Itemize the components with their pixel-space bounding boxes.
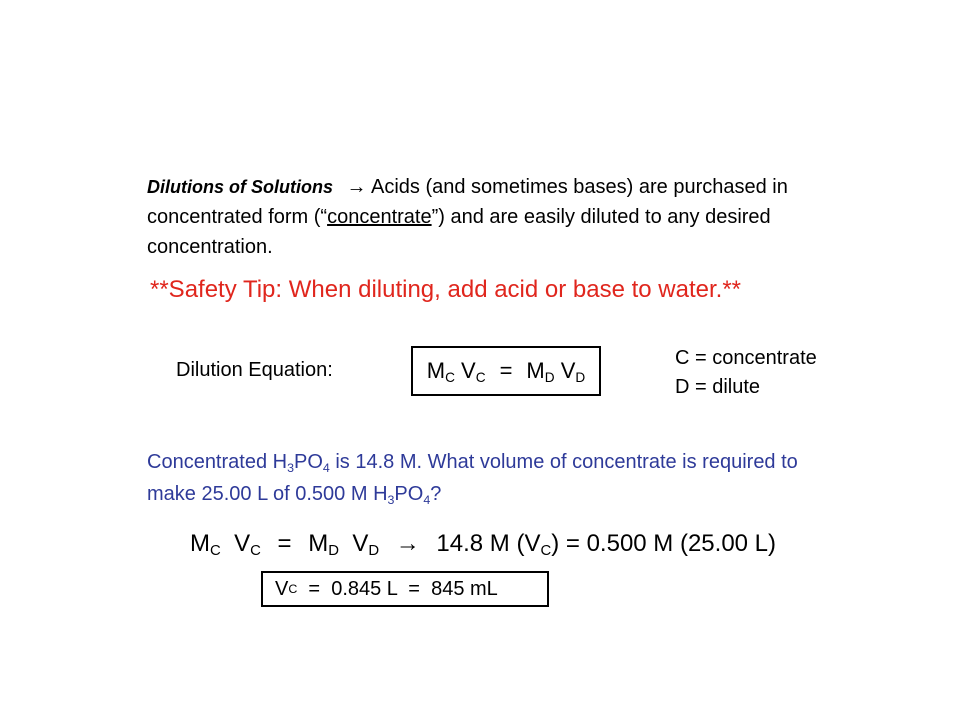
work-equals: = — [277, 530, 292, 557]
work-term-vd: $V_D$ — [352, 530, 380, 559]
variable-legend — [675, 344, 817, 402]
work-term-md: $M_D$ — [308, 530, 339, 559]
work-right-expr: = 0.500 M (25.00 L) — [565, 530, 777, 557]
eq-term-md: $M_D$ — [526, 358, 555, 385]
answer-value: = 0.845 L = 845 mL — [297, 577, 498, 600]
work-term-vc: $V_C$ — [234, 530, 261, 559]
work-left-expr: 14.8 M (V — [436, 530, 541, 557]
dilution-equation-label: Dilution Equation: — [176, 359, 333, 381]
safety-tip: **Safety Tip: When diluting, add acid or base to water.** — [150, 276, 742, 303]
section-heading: Dilutions of Solutions — [147, 177, 333, 197]
eq-term-mc: $M_C$ — [426, 358, 455, 385]
worked-equation: $M_C$ $V_C = M_D$ $V_D \to 14.8$ M $(V_C) = 0.500$ M (25.00 L) — [190, 530, 777, 559]
legend-dilute: D = dilute — [675, 376, 761, 398]
eq-term-vd: $V_D$ — [560, 358, 586, 385]
eq-term-vc: $V_C$ — [461, 358, 486, 385]
work-term-mc: $M_C$ — [190, 530, 221, 559]
intro-paragraph — [147, 172, 827, 262]
concentrate-term: concentrate — [327, 206, 432, 228]
intro-text-2: ”) and are easily diluted to any desired concentration. — [147, 206, 771, 258]
eq-equals: = — [499, 358, 513, 383]
work-arrow-icon: → — [395, 530, 420, 557]
answer-box: V C = 0.845 L = 845 mL — [261, 571, 549, 607]
dilution-equation-box — [411, 346, 601, 396]
right-arrow-icon: → — [346, 176, 367, 198]
legend-concentrate: C = concentrate — [675, 347, 817, 369]
problem-statement: Concentrated $H_3PO_4$ is 14.8 M. What volume of concentrate is required to make 25.00 L of 0.500 M $H_3PO_4$? — [147, 451, 798, 507]
intro-text-1: Acids (and sometimes bases) are purchased in concentrated form (“ — [147, 176, 788, 228]
